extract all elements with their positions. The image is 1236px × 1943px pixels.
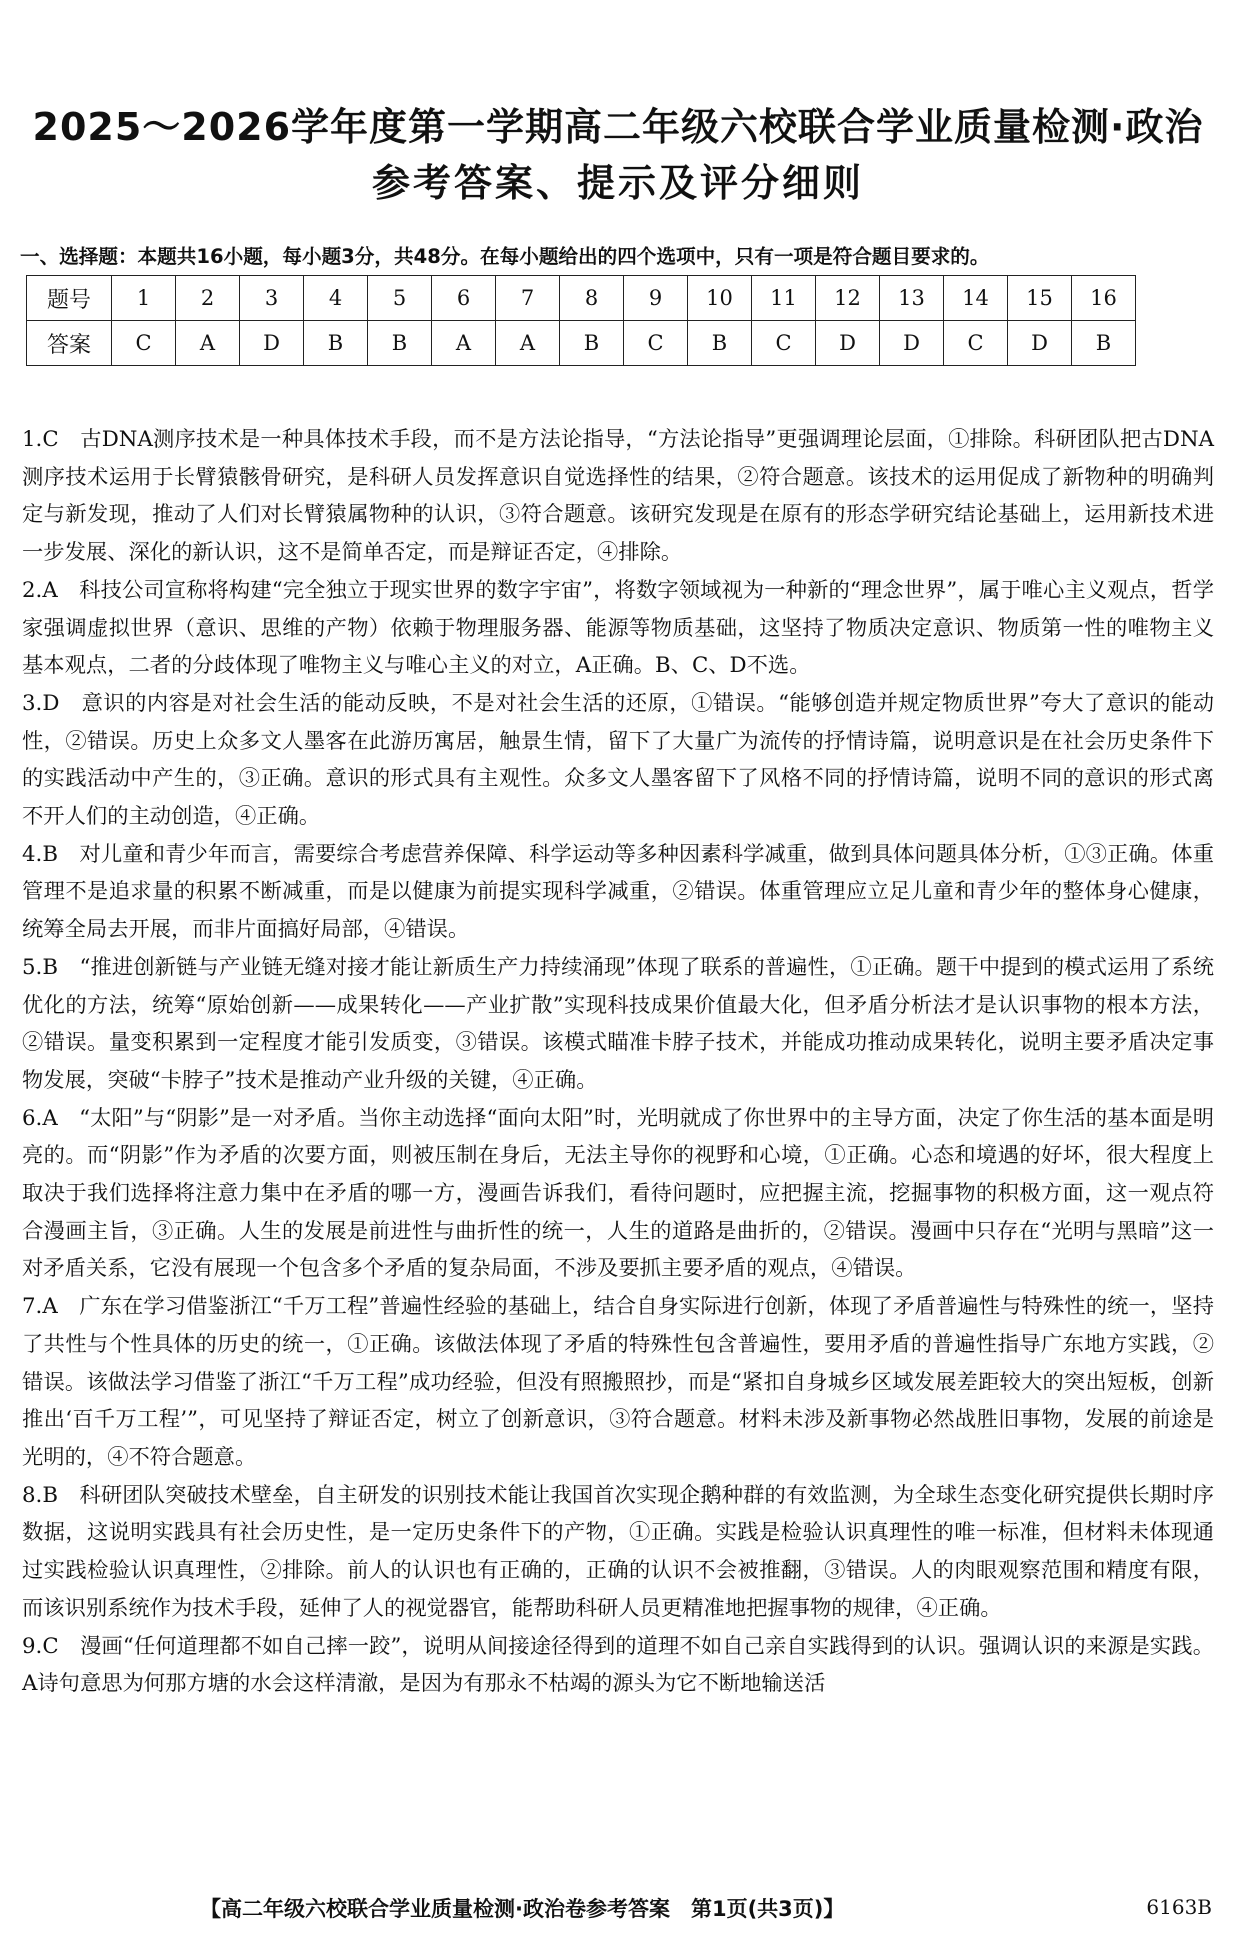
document-subtitle: 参考答案、提示及评分细则 xyxy=(371,161,864,205)
question-number: 16 xyxy=(1072,276,1136,321)
answer-cell: C xyxy=(624,321,688,366)
answer-cell: C xyxy=(752,321,816,366)
question-number: 11 xyxy=(752,276,816,321)
explanation-item: 5.B “推进创新链与产业链无缝对接才能让新质生产力持续涌现”体现了联系的普遍性，①正确。题干中提到的模式运用了系统优化的方法，统筹“原始创新——成果转化——产业扩散”实现科技成果价值最大化，但矛盾分析法才是认识事物的根本方法，②错误。量变积累到一定程度才能引发质变，③错误。该模式瞄准卡脖子技术，并能成功推动成果转化，说明主要矛盾决定事物发展，突破“卡脖子”技术是推动产业升级的关键，④正确。 xyxy=(22,954,1214,1093)
answer-cell: A xyxy=(432,321,496,366)
question-number: 3 xyxy=(240,276,304,321)
answer-cell: D xyxy=(1008,321,1072,366)
question-number: 6 xyxy=(432,276,496,321)
question-number: 15 xyxy=(1008,276,1072,321)
question-number: 12 xyxy=(816,276,880,321)
explanation-item: 2.A 科技公司宣称将构建“完全独立于现实世界的数字宇宙”，将数字领域视为一种新的“理念世界”，属于唯心主义观点，哲学家强调虚拟世界（意识、思维的产物）依赖于物理服务器、能源等物质基础，这坚持了物质决定意识、物质第一性的唯物主义基本观点，二者的分歧体现了唯物主义与唯心主义的对立，A正确。B、C、D不选。 xyxy=(22,577,1214,679)
answer-cell: C xyxy=(944,321,1008,366)
answer-cell: C xyxy=(112,321,176,366)
question-number: 1 xyxy=(112,276,176,321)
answer-cell: B xyxy=(304,321,368,366)
explanation-item: 7.A 广东在学习借鉴浙江“千万工程”普遍性经验的基础上，结合自身实际进行创新，体现了矛盾普遍性与特殊性的统一，坚持了共性与个性具体的历史的统一，①正确。该做法体现了矛盾的特殊性包含普遍性，要用矛盾的普遍性指导广东地方实践，②错误。该做法学习借鉴了浙江“千万工程”成功经验，但没有照搬照抄，而是“紧扣自身城乡区域发展差距较大的突出短板，创新推出‘百千万工程’”，可见坚持了辩证否定，树立了创新意识，③符合题意。材料未涉及新事物必然战胜旧事物，发展的前途是光明的，④不符合题意。 xyxy=(22,1294,1214,1470)
question-number: 4 xyxy=(304,276,368,321)
explanation-item: 1.C 古DNA测序技术是一种具体技术手段，而不是方法论指导，“方法论指导”更强调理论层面，①排除。科研团队把古DNA测序技术运用于长臂猿骸骨研究，是科研人员发挥意识自觉选择性的结果，②符合题意。该技术的运用促成了新物种的明确判定与新发现，推动了人们对长臂猿属物种的认识，③符合题意。该研究发现是在原有的形态学研究结论基础上，运用新技术进一步发展、深化的新认识，这不是简单否定，而是辩证否定，④排除。 xyxy=(22,427,1214,566)
question-number-row xyxy=(27,276,1136,321)
answer-cell: D xyxy=(240,321,304,366)
question-number: 9 xyxy=(624,276,688,321)
explanation-item: 6.A “太阳”与“阴影”是一对矛盾。当你主动选择“面向太阳”时，光明就成了你世界中的主导方面，决定了你生活的基本面是明亮的。而“阴影”作为矛盾的次要方面，则被压制在身后，无法主导你的视野和心境，①正确。心态和境遇的好坏，很大程度上取决于我们选择将注意力集中在矛盾的哪一方，漫画告诉我们，看待问题时，应把握主流，挖掘事物的积极方面，这一观点符合漫画主旨，③正确。人生的发展是前进性与曲折性的统一，人生的道路是曲折的，②错误。漫画中只存在“光明与黑暗”这一对矛盾关系，它没有展现一个包含多个矛盾的复杂局面，不涉及要抓主要矛盾的观点，④错误。 xyxy=(22,1105,1214,1282)
document-title: 2025～2026学年度第一学期高二年级六校联合学业质量检测·政治 xyxy=(32,105,1204,149)
answer-cell: A xyxy=(496,321,560,366)
row-label-answer: 答案 xyxy=(27,321,112,366)
question-number: 13 xyxy=(880,276,944,321)
answer-row xyxy=(27,321,1136,366)
answer-cell: B xyxy=(368,321,432,366)
answer-cell: B xyxy=(560,321,624,366)
answer-cell: A xyxy=(176,321,240,366)
section-heading: 一、选择题：本题共16小题，每小题3分，共48分。在每小题给出的四个选项中，只有一项是符合题目要求的。 xyxy=(20,245,990,268)
page-footer: 【高二年级六校联合学业质量检测·政治卷参考答案 第1页(共3页)】 xyxy=(200,1897,845,1921)
answer-cell: B xyxy=(1072,321,1136,366)
question-number: 2 xyxy=(176,276,240,321)
answer-cell: D xyxy=(816,321,880,366)
row-label-number: 题号 xyxy=(27,276,112,321)
answer-cell: B xyxy=(688,321,752,366)
explanation-item: 3.D 意识的内容是对社会生活的能动反映，不是对社会生活的还原，①错误。“能够创造并规定物质世界”夸大了意识的能动性，②错误。历史上众多文人墨客在此游历寓居，触景生情，留下了大量广为流传的抒情诗篇，说明意识是在社会历史条件下的实践活动中产生的，③正确。意识的形式具有主观性。众多文人墨客留下了风格不同的抒情诗篇，说明不同的意识的形式离不开人们的主动创造，④正确。 xyxy=(22,690,1214,830)
question-number: 5 xyxy=(368,276,432,321)
question-number: 7 xyxy=(496,276,560,321)
explanation-item: 4.B 对儿童和青少年而言，需要综合考虑营养保障、科学运动等多种因素科学减重，做到具体问题具体分析，①③正确。体重管理不是追求量的积累不断减重，而是以健康为前提实现科学减重，②错误。体重管理应立足儿童和青少年的整体身心健康，统筹全局去开展，而非片面搞好局部，④错误。 xyxy=(22,841,1214,943)
question-number: 14 xyxy=(944,276,1008,321)
answer-cell: D xyxy=(880,321,944,366)
explanations xyxy=(22,421,1214,1703)
explanation-item: 8.B 科研团队突破技术壁垒，自主研发的识别技术能让我国首次实现企鹅种群的有效监测，为全球生态变化研究提供长期时序数据，这说明实践具有社会历史性，是一定历史条件下的产物，①正确。实践是检验认识真理性的唯一标准，但材料未体现通过实践检验认识真理性，②排除。前人的认识也有正确的，正确的认识不会被推翻，③错误。人的肉眼观察范围和精度有限，而该识别系统作为技术手段，延伸了人的视觉器官，能帮助科研人员更精准地把握事物的规律，④正确。 xyxy=(22,1482,1214,1621)
question-number: 8 xyxy=(560,276,624,321)
question-number: 10 xyxy=(688,276,752,321)
explanation-item: 9.C 漫画“任何道理都不如自己摔一跤”，说明从间接途径得到的道理不如自己亲自实践得到的认识。强调认识的来源是实践。A诗句意思为何那方塘的水会这样清澈，是因为有那永不枯竭的源头为它不断地输送活 xyxy=(22,1633,1214,1697)
answer-table xyxy=(26,275,1136,366)
document-code: 6163B xyxy=(1146,1895,1212,1919)
